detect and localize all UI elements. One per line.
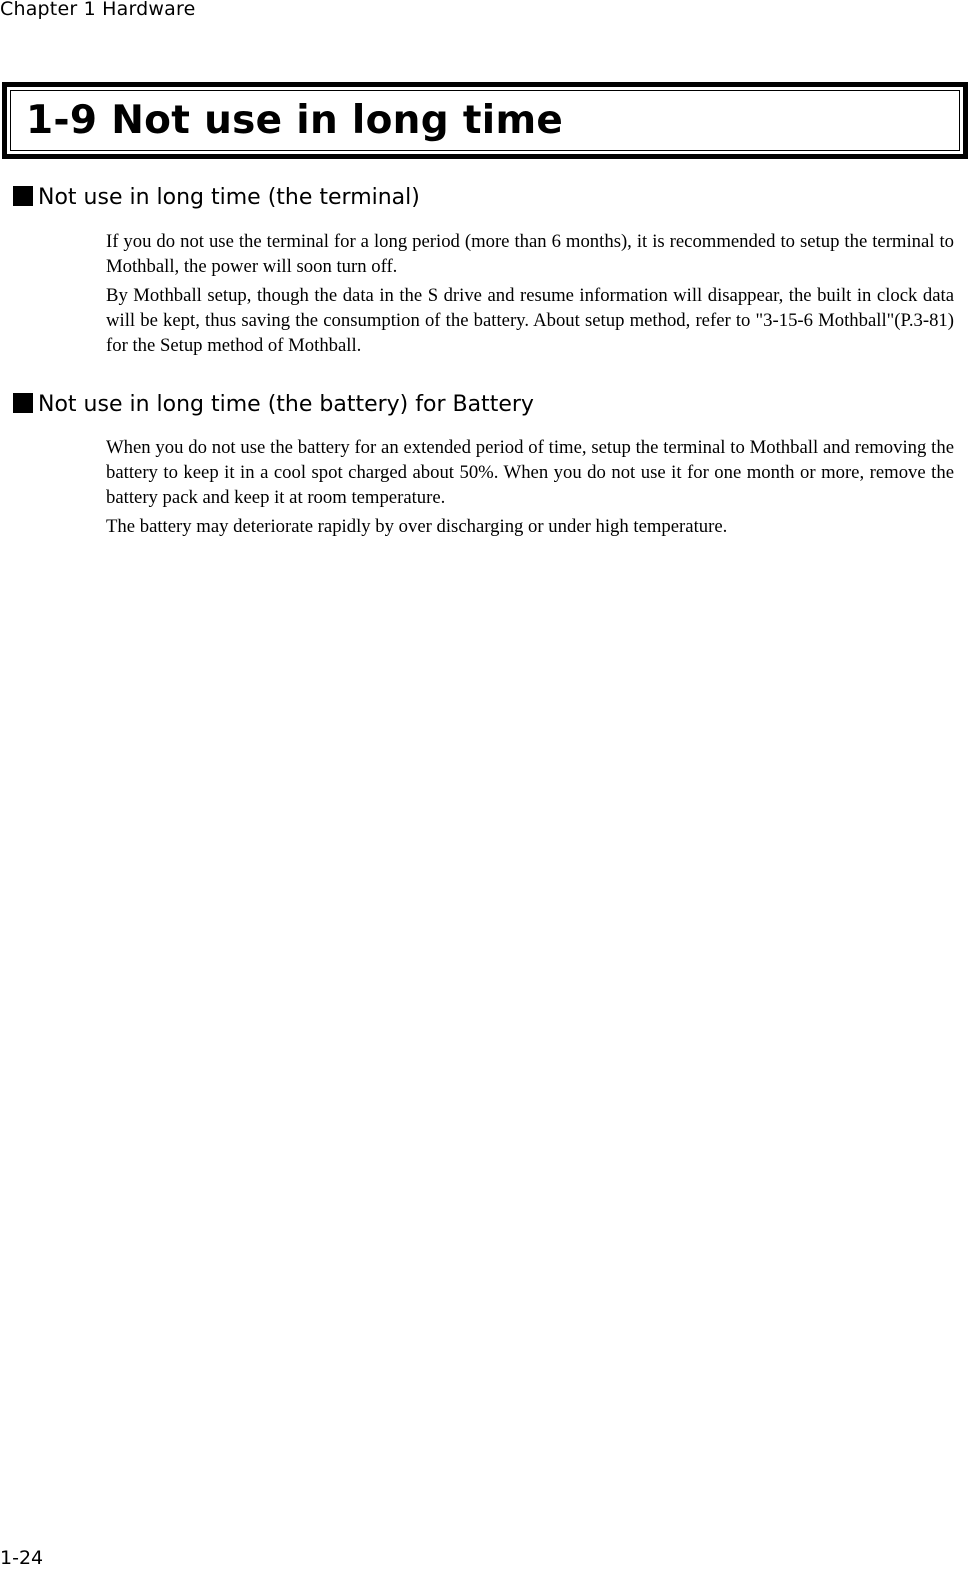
section-title: 1-9 Not use in long time [26, 97, 564, 143]
subheading-terminal-text: Not use in long time (the terminal) [38, 185, 420, 210]
paragraph-terminal-1: If you do not use the terminal for a long period (more than 6 months), it is recommended to setup the terminal to Mothball, the power will soon turn off. [106, 231, 954, 277]
page-number: 1-24 [0, 1547, 44, 1569]
paragraph-battery-1: When you do not use the battery for an extended period of time, setup the terminal to Mothball and removing the battery to keep it in a cool spot charged about 50%. When you do not use it for one month or more, remove the battery pack and keep it at room temperature. [106, 437, 954, 508]
subheading-battery-text: Not use in long time (the battery) for Battery [38, 392, 534, 417]
subheading-battery [13, 391, 534, 419]
section-title-box [2, 82, 968, 159]
black-square-bullet-icon [13, 393, 33, 413]
section-title-inner-frame [10, 90, 960, 151]
running-header: Chapter 1 Hardware [0, 0, 196, 20]
paragraph-terminal-2: By Mothball setup, though the data in the S drive and resume information will disappear, the built in clock data will be kept, thus saving the consumption of the battery. About setup method, refer to "3-15-6 Mothball"(P.3-81) for the Setup method of Mothball. [106, 285, 954, 356]
paragraph-battery-2: The battery may deteriorate rapidly by over discharging or under high temperature. [106, 516, 728, 537]
black-square-bullet-icon [13, 186, 33, 206]
subheading-terminal [13, 184, 420, 212]
